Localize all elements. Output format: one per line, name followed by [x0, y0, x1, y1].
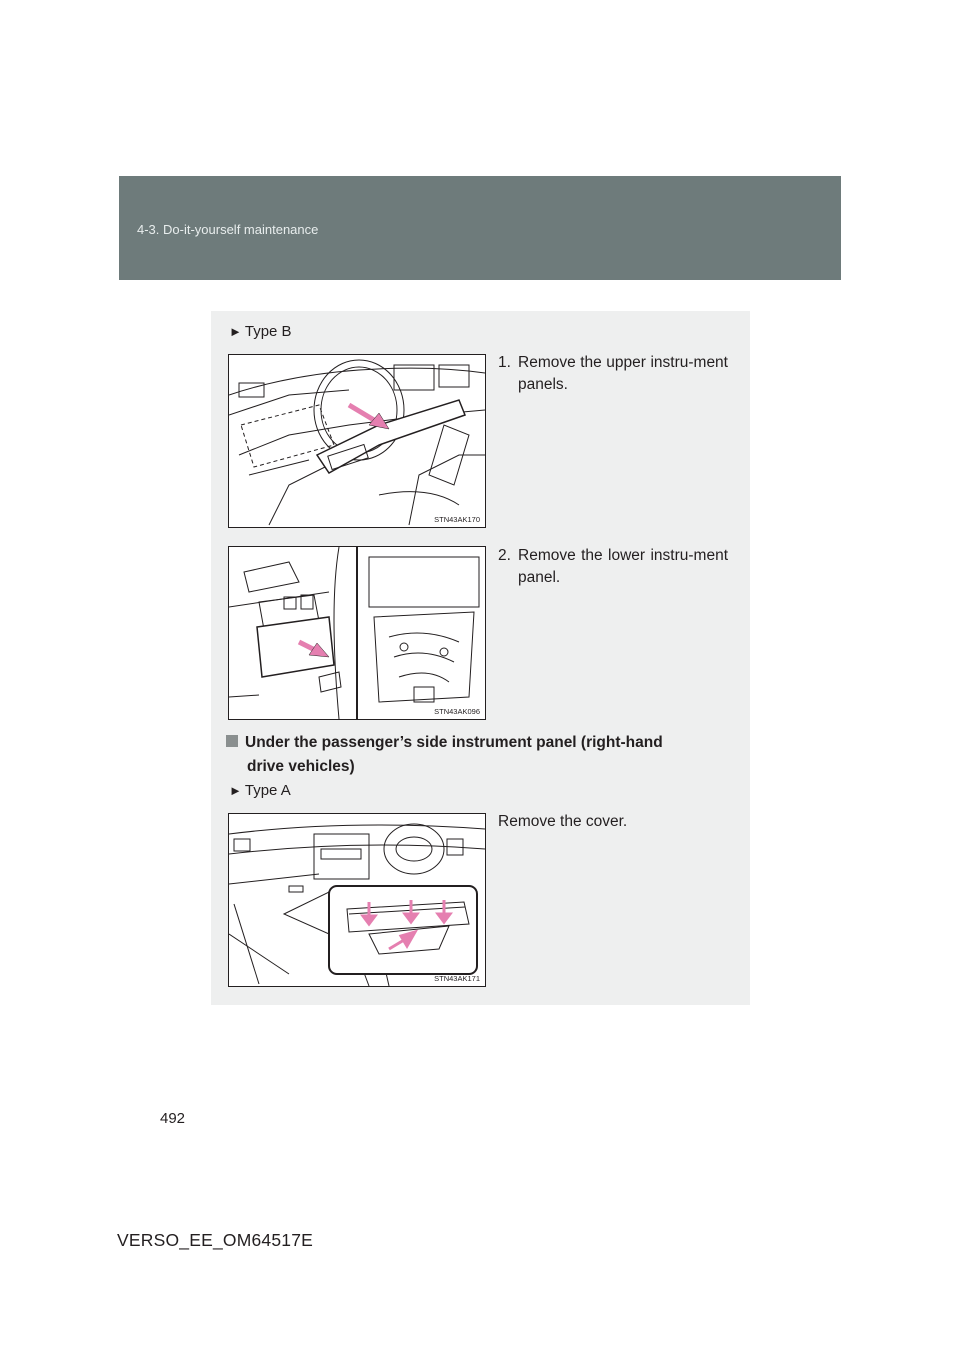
step-1: [498, 352, 728, 396]
square-bullet-icon: [226, 735, 238, 747]
subheading-line-2: drive vehicles): [247, 758, 355, 775]
figure-remove-cover: [228, 813, 486, 987]
pointer-arrow-icon: ►: [229, 324, 242, 339]
step-remove-cover: [498, 811, 728, 833]
lower-panel-drawing: [229, 547, 485, 719]
step-2-number: 2.: [498, 547, 511, 564]
upper-panel-drawing: [229, 355, 485, 527]
step-2: [498, 545, 728, 589]
type-b-label: [229, 323, 292, 340]
pointer-arrow-icon: ►: [229, 783, 242, 798]
type-a-text: Type A: [244, 782, 291, 799]
page-number: 492: [160, 1110, 186, 1127]
step-remove-cover-text: Remove the cover.: [498, 813, 628, 830]
step-2-text: Remove the lower instru-ment panel.: [518, 547, 728, 586]
type-a-label: [229, 782, 291, 799]
step-1-number: 1.: [498, 354, 511, 371]
step-1-text: Remove the upper instru-ment panels.: [518, 354, 728, 393]
figure-lower-panel: [228, 546, 486, 720]
figure-2-code: STN43AK096: [434, 707, 480, 716]
type-b-text: Type B: [244, 323, 292, 340]
figure-upper-panels: [228, 354, 486, 528]
remove-cover-drawing: [229, 814, 485, 986]
figure-1-code: STN43AK170: [434, 515, 480, 524]
section-title: 4-3. Do-it-yourself maintenance: [137, 222, 319, 237]
subsection-heading: [226, 731, 728, 779]
document-code: VERSO_EE_OM64517E: [117, 1230, 314, 1250]
subheading-line-1: Under the passenger’s side instrument panel (right-hand: [245, 734, 663, 751]
figure-3-code: STN43AK171: [434, 974, 480, 983]
